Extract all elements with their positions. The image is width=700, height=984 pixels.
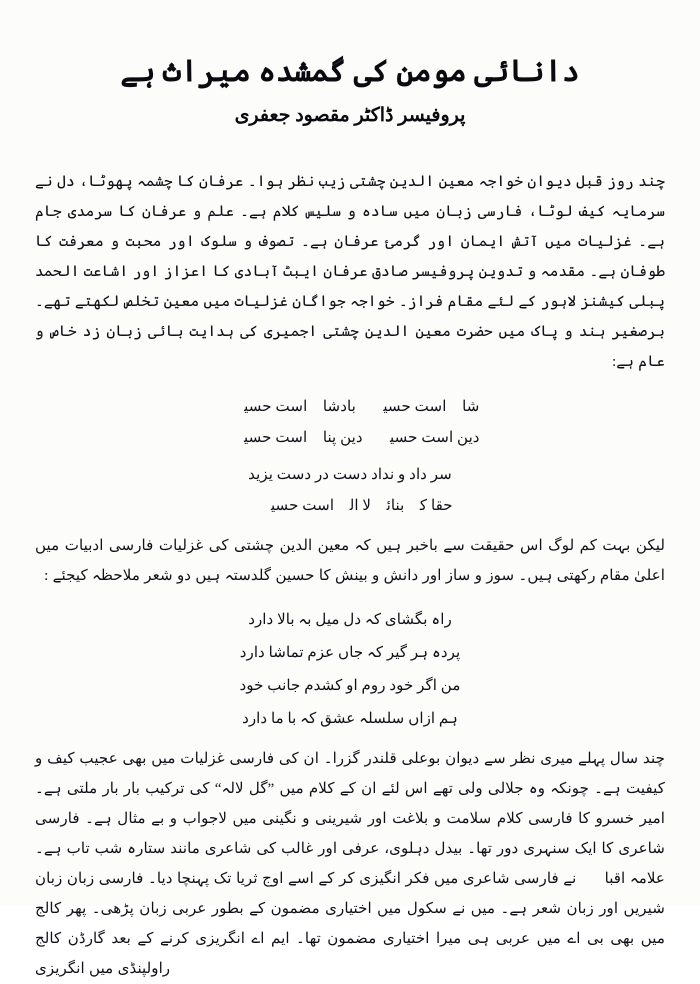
verse-line: دین است حسینؑ دین پناہ است حسینؑ (220, 429, 480, 447)
verse-line: راہ بگشای کہ دل میل بہ بالا دارد (248, 611, 452, 629)
verse-line: حقا کہ بنائے لا الہ است حسینؑ (247, 497, 453, 515)
verse-line: من اگر خود روم او کشدم جانب خود (239, 677, 461, 695)
author-byline: پروفیسر ڈاکٹر مقصود جعفری (234, 104, 466, 126)
page-content (35, 0, 665, 984)
verse-line: پردہ ہر گیر کہ جاں عزم تماشا دارد (239, 644, 461, 662)
verse-block-1 (35, 391, 665, 521)
verse-block-2 (35, 605, 665, 734)
verse-line: سر داد و نداد دست در دست یزید (248, 466, 452, 484)
verse-line: ہم ازاں سلسلہ عشق کہ با ما دارد (242, 710, 458, 728)
page-title: دانائی مومن کی گمشدہ میراث ہے (120, 55, 580, 88)
body-paragraph-3: چند سال پہلے میری نظر سے دیوان بوعلی قلندر گزرا۔ ان کی فارسی غزلیات میں بھی عجیب کیف و کیفیت ہے۔ چونکہ وہ جلالی ولی تھے اس لئے ان کے کلام میں ”گل لالہ“ کی ترکیب بار بار ملتی ہے۔ امیر خسرو کا فارسی کلام سلامت و بلاغت اور شیرینی و نگینی میں لاجواب و بے مثال ہے۔ فارسی شاعری کا ایک سنہری دور تھا۔ بیدل دہلوی، عرفی اور غالب کی شاعری مانند ستارہ شب تاب ہے۔ علامہ اقبالؒ نے فارسی شاعری میں فکر انگیزی کر کے اسے اوج ثریا تک پہنچا دیا۔ فارسی زبان زبان شیریں اور زبان شعر ہے۔ میں نے سکول میں اختیاری مضمون کے بطور عربی زبان پڑھی۔ پھر کالج میں بھی بی اے میں عربی ہی میرا اختیاری مضمون تھا۔ ایم اے انگریزی کرنے کے بعد گارڈن کالج راولپنڈی میں انگریزی (35, 750, 665, 978)
title-block (35, 52, 665, 129)
verse-line: شاہ است حسینؑ بادشاہ است حسینؑ (220, 398, 480, 416)
body-paragraph-2: لیکن بہت کم لوگ اس حقیقت سے باخبر ہیں کہ معین الدین چشتی کی غزلیات فارسی ادبیات میں اعلیٰ مقام رکھتی ہیں۔ سوز و ساز اور دانش و بینش کا حسین گلدستہ ہیں دو شعر ملاحظہ کیجئے : (35, 537, 665, 585)
body-paragraph-1: چند روز قبل دیوان خواجہ معین الدین چشتی زیب نظر ہوا۔ عرفان کا چشمہ پھوٹا، دل نے سرمایہ کیف لوٹا، فارسی زبان میں سادہ و سلیس کلام ہے۔ علم و عرفان کا سرمدی جام ہے۔ غزلیات میں آتش ایمان اور گرمئ عرفان ہے۔ تصوف و سلوک اور محبت و معرفت کا طوفان ہے۔ مقدمہ و تدوین پروفیسر صادق عرفان ایبٹ آبادی کا اعزاز اور اشاعت الحمد پبلی کیشنز لاہور کے لئے مقام فراز۔ خواجہ جواگان غزلیات میں معین تخلص لکھتے تھے۔ برصغیر ہند و پاک میں حضرت معین الدین چشتی اجمیری کی ہدایت بائی زبان زد خاص و عام ہے: (35, 173, 665, 371)
